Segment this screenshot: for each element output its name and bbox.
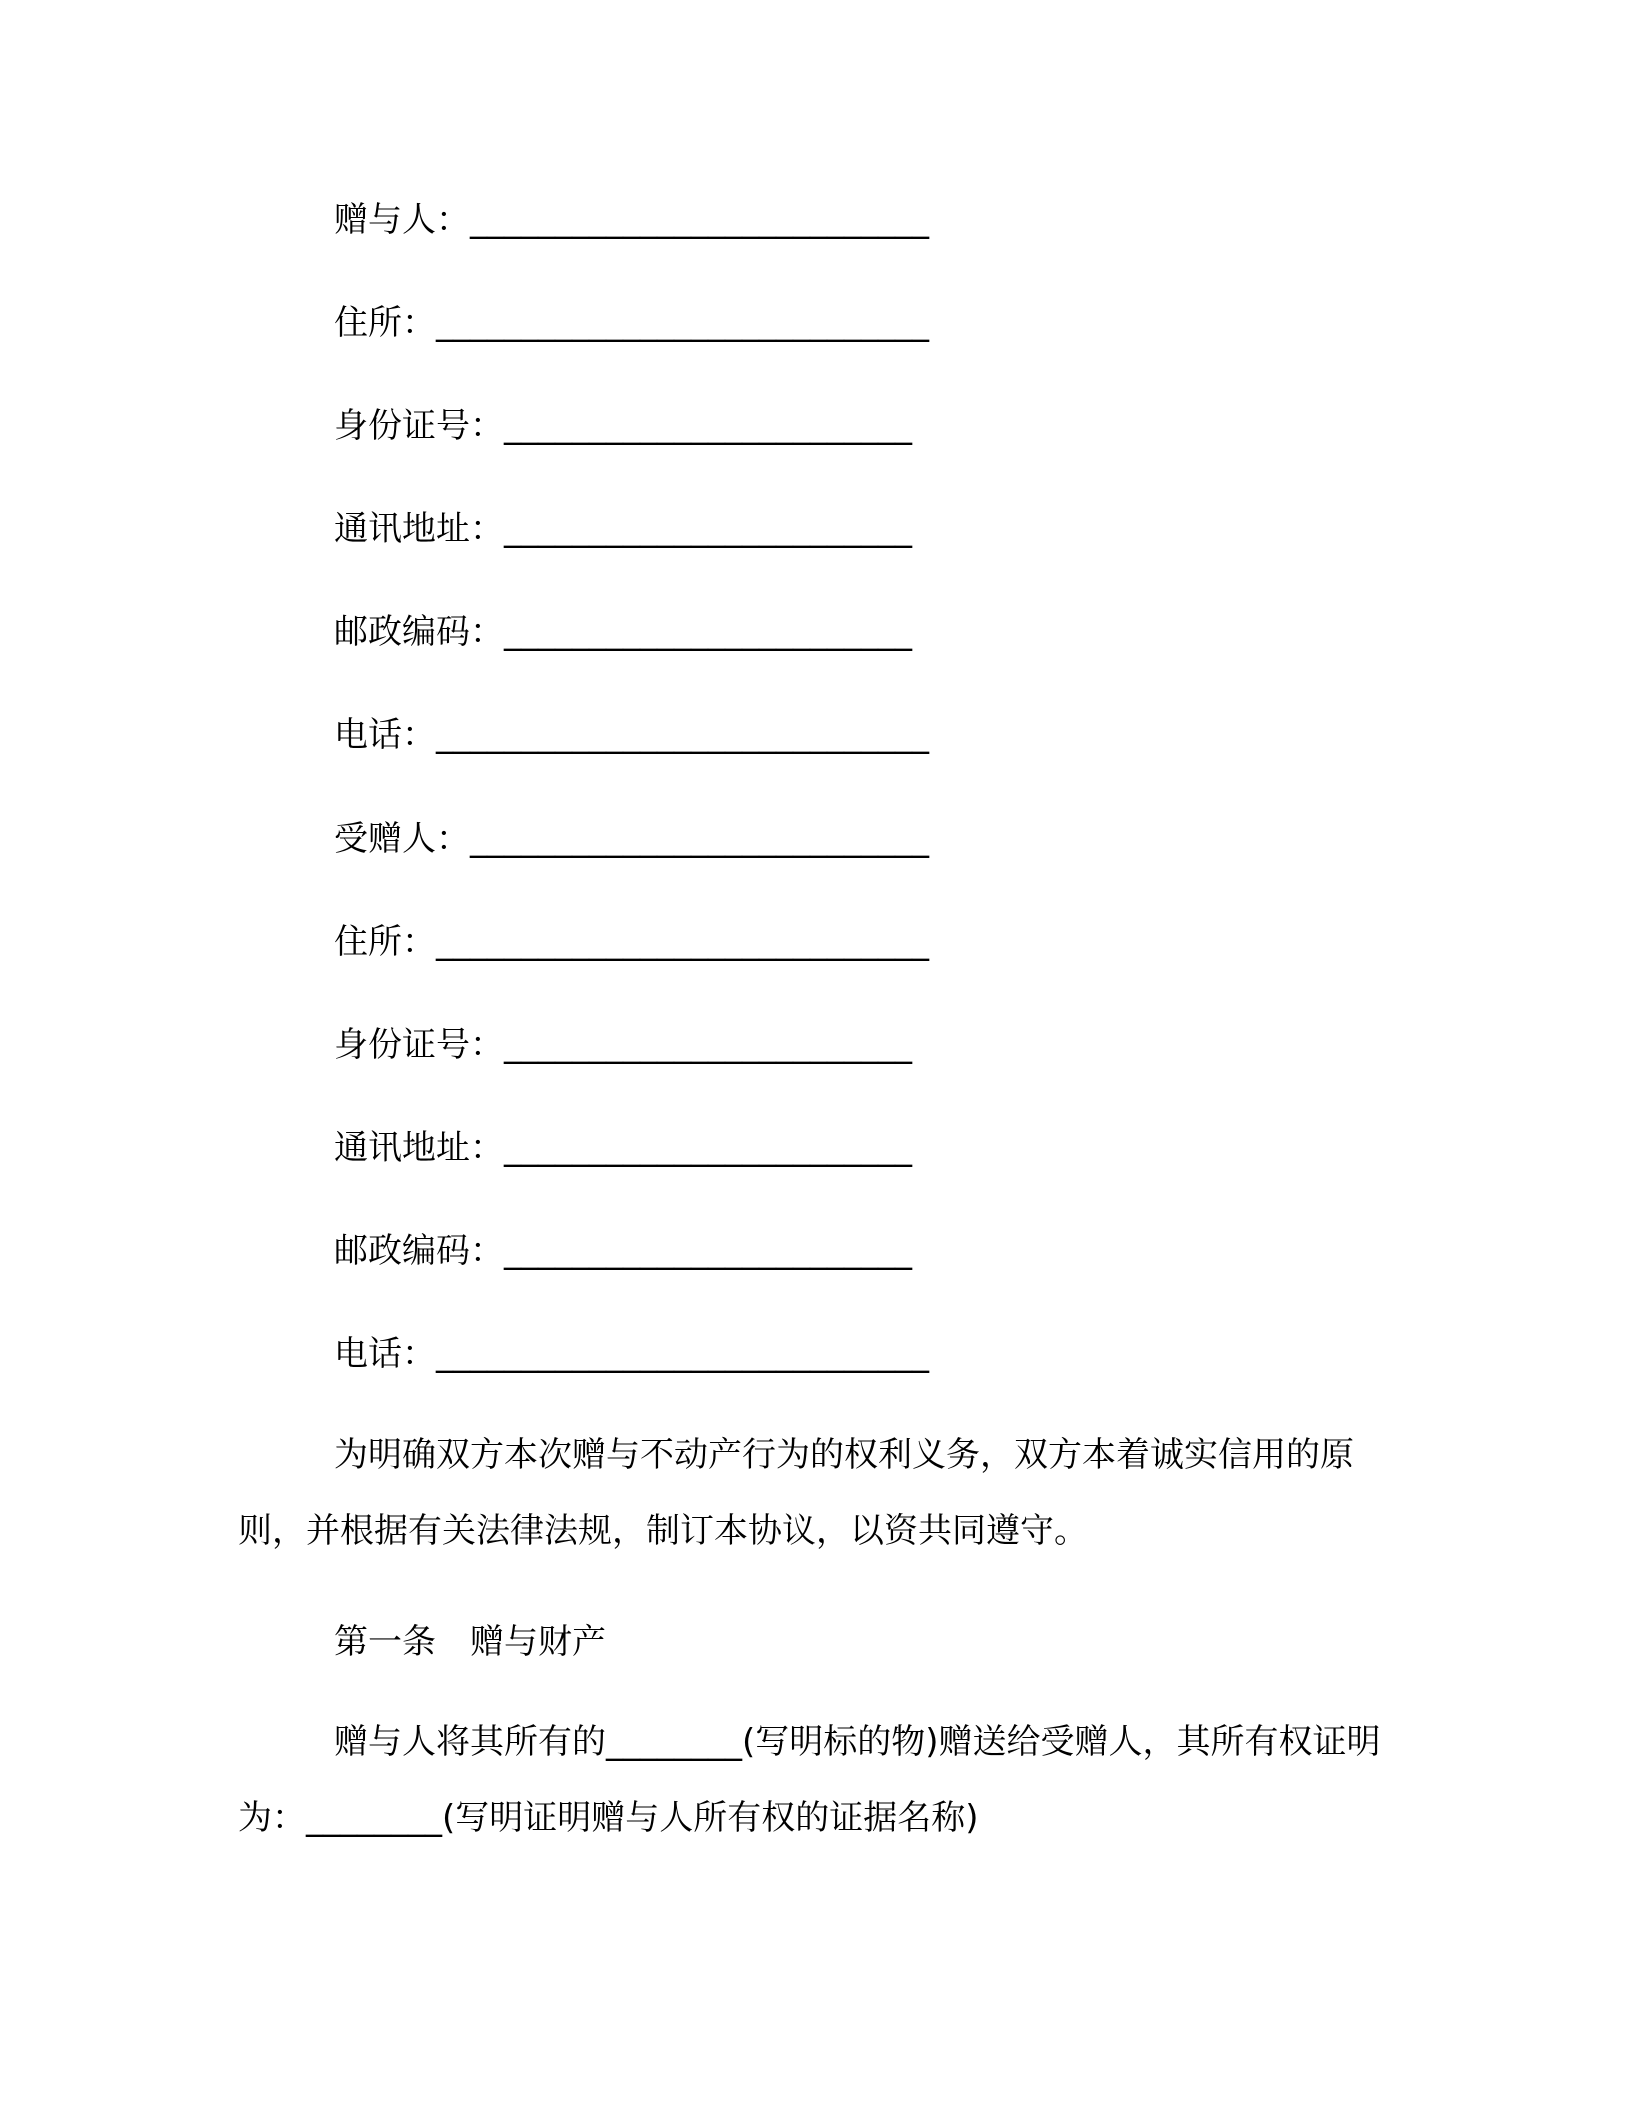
field-blank: ________________________ [504,612,912,652]
article-one-heading: 第一条 赠与财产 [334,1622,606,1662]
donee-residence-line [334,920,929,964]
donee-id-line [334,1023,912,1067]
field-label: 通讯地址： [334,509,504,549]
field-blank: ___________________________ [470,200,929,240]
field-blank: _____________________________ [436,715,929,755]
donor-phone-line [334,713,929,757]
donor-name-line [334,198,929,242]
field-label: 通讯地址： [334,1128,504,1168]
donor-postcode-line [334,610,912,654]
article-one-paragraph: 赠与人将其所有的________(写明标的物)赠送给受赠人，其所有权证明为：________(写明证明赠与人所有权的证据名称) [238,1722,1381,1838]
field-blank: ________________________ [504,509,912,549]
donee-name-line [334,817,929,861]
field-blank: ________________________ [504,406,912,446]
donee-phone-line [334,1332,929,1376]
field-label: 邮政编码： [334,1231,504,1271]
field-blank: ________________________ [504,1128,912,1168]
field-label: 身份证号： [334,406,504,446]
field-blank: ________________________ [504,1231,912,1271]
donor-id-line [334,404,912,448]
field-label: 邮政编码： [334,612,504,652]
field-blank: _____________________________ [436,922,929,962]
field-label: 受赠人： [334,819,470,859]
field-blank: _____________________________ [436,303,929,343]
donor-address-line [334,507,912,551]
donor-residence-line [334,301,929,345]
donee-postcode-line [334,1229,912,1273]
donee-address-line [334,1126,912,1170]
field-label: 电话： [334,1334,436,1374]
field-label: 住所： [334,303,436,343]
field-label: 赠与人： [334,200,470,240]
field-blank: ___________________________ [470,819,929,859]
field-blank: ________________________ [504,1025,912,1065]
field-label: 身份证号： [334,1025,504,1065]
field-blank: _____________________________ [436,1334,929,1374]
intro-paragraph: 为明确双方本次赠与不动产行为的权利义务，双方本着诚实信用的原则，并根据有关法律法规，制订本协议，以资共同遵守。 [238,1435,1354,1551]
field-label: 电话： [334,715,436,755]
field-label: 住所： [334,922,436,962]
